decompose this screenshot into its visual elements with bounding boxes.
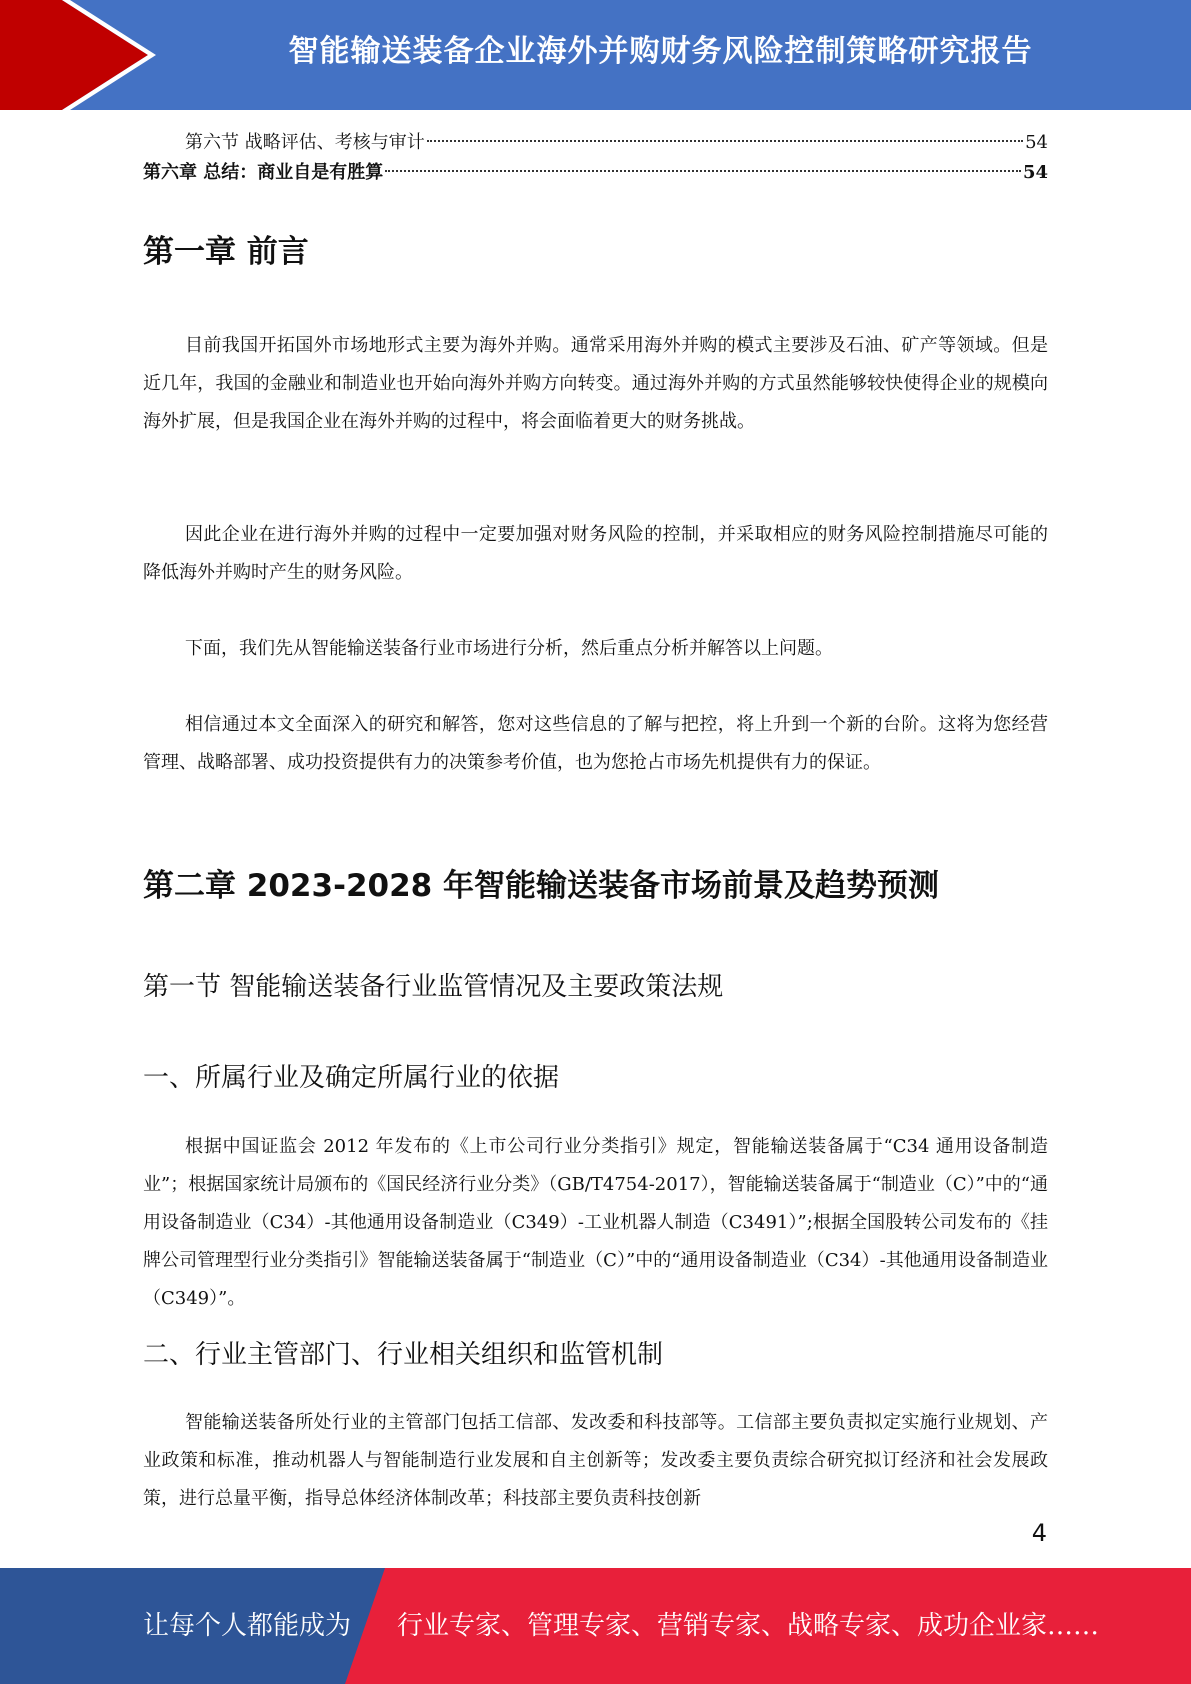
chapter-heading: 第二章 2023-2028 年智能输送装备市场前景及趋势预测 — [143, 868, 940, 904]
page-header — [0, 0, 1191, 110]
section-heading: 第一节 智能输送装备行业监管情况及主要政策法规 — [143, 972, 724, 1002]
toc-entry[interactable] — [143, 158, 1048, 188]
toc-entry-label: 第六章 总结：商业自是有胜算 — [143, 162, 384, 183]
page-number: 4 — [1031, 1519, 1047, 1547]
footer-slogan-left: 让每个人都能成为 — [143, 1611, 352, 1641]
toc-leader-dots — [427, 140, 1023, 142]
toc-entry-page: 54 — [1025, 132, 1048, 153]
paragraph: 智能输送装备所处行业的主管部门包括工信部、发改委和科技部等。工信部主要负责拟定实施行业规划、产业政策和标准，推动机器人与智能制造行业发展和自主创新等；发改委主要负责综合研究拟订经济和社会发展政策，进行总量平衡，指导总体经济体制改革；科技部主要负责科技创新 — [143, 1412, 1048, 1509]
toc-entry-label: 第六节 战略评估、考核与审计 — [185, 132, 425, 153]
subsection-heading: 一、所属行业及确定所属行业的依据 — [143, 1063, 560, 1093]
paragraph: 根据中国证监会 2012 年发布的《上市公司行业分类指引》规定，智能输送装备属于“C34 通用设备制造业”；根据国家统计局颁布的《国民经济行业分类》（GB/T4754-2017），智能输送装备属于“制造业（C）”中的“通用设备制造业（C34）-其他通用设备制造业（C349）-工业机器人制造（C3491）”;根据全国股转公司发布的《挂牌公司管理型行业分类指引》智能输送装备属于“制造业（C）”中的“通用设备制造业（C34）-其他通用设备制造业（C349）”。 — [143, 1136, 1048, 1309]
toc-leader-dots — [385, 170, 1021, 172]
page-footer — [0, 1568, 1191, 1684]
footer-slogan-right: 行业专家、管理专家、营销专家、战略专家、成功企业家…… — [397, 1611, 1100, 1641]
subsection-heading: 二、行业主管部门、行业相关组织和监管机制 — [143, 1340, 664, 1370]
paragraph: 相信通过本文全面深入的研究和解答，您对这些信息的了解与把控，将上升到一个新的台阶。这将为您经营管理、战略部署、成功投资提供有力的决策参考价值，也为您抢占市场先机提供有力的保证。 — [143, 714, 1048, 773]
toc-entry-page: 54 — [1022, 162, 1048, 183]
toc-entry[interactable] — [143, 128, 1048, 158]
chapter-heading: 第一章 前言 — [143, 234, 309, 270]
report-title: 智能输送装备企业海外并购财务风险控制策略研究报告 — [288, 34, 1033, 69]
paragraph: 因此企业在进行海外并购的过程中一定要加强对财务风险的控制，并采取相应的财务风险控制措施尽可能的降低海外并购时产生的财务风险。 — [143, 524, 1048, 583]
paragraph: 目前我国开拓国外市场地形式主要为海外并购。通常采用海外并购的模式主要涉及石油、矿产等领域。但是近几年，我国的金融业和制造业也开始向海外并购方向转变。通过海外并购的方式虽然能够较快使得企业的规模向海外扩展，但是我国企业在海外并购的过程中，将会面临着更大的财务挑战。 — [143, 335, 1048, 432]
paragraph: 下面，我们先从智能输送装备行业市场进行分析，然后重点分析并解答以上问题。 — [185, 638, 833, 659]
